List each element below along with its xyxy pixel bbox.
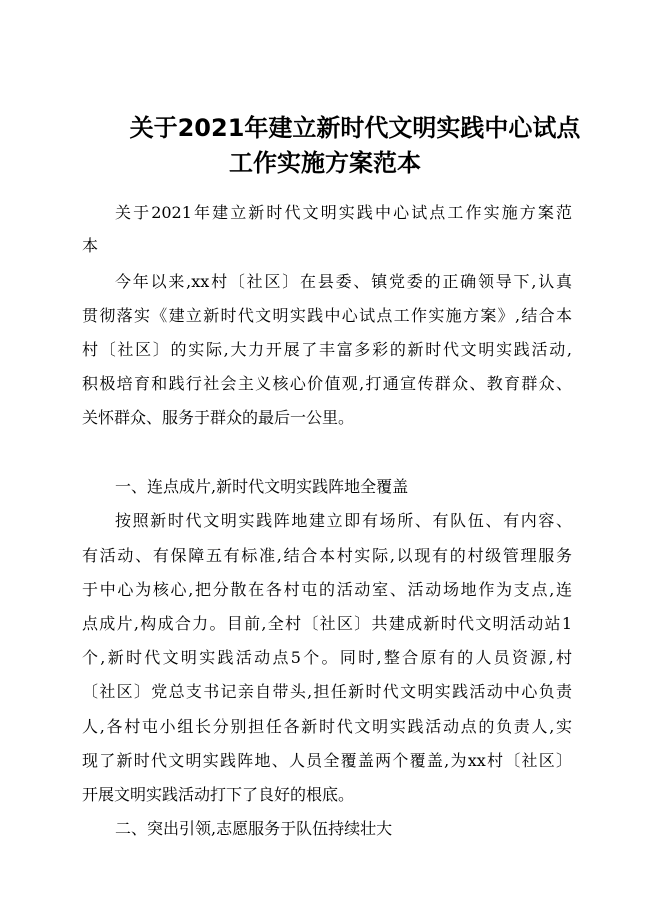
paragraph-line: 关怀群众、服务于群众的最后一公里。 (82, 408, 355, 427)
paragraph-line: 〔社区〕党总支书记亲自带头,担任新时代文明实践活动中心负责 (82, 682, 572, 701)
paragraph-line: 积极培育和践行社会主义核心价值观,打通宣传群众、教育群众、 (82, 374, 572, 393)
paragraph-line: 村〔社区〕的实际,大力开展了丰富多彩的新时代文明实践活动, (82, 340, 572, 359)
paragraph-line: 今年以来,xx村〔社区〕在县委、镇党委的正确领导下,认真 (115, 272, 572, 291)
section-heading: 二、突出引领,志愿服务于队伍持续壮大 (115, 819, 393, 838)
paragraph-line: 开展文明实践活动打下了良好的根底。 (82, 785, 355, 804)
paragraph-line: 有活动、有保障五有标准,结合本村实际,以现有的村级管理服务 (82, 546, 572, 565)
paragraph-line: 人,各村屯小组长分别担任各新时代文明实践活动点的负责人,实 (82, 717, 572, 736)
paragraph-line: 于中心为核心,把分散在各村屯的活动室、活动场地作为支点,连 (82, 580, 572, 599)
paragraph-line: 贯彻落实《建立新时代文明实践中心试点工作实施方案》,结合本 (82, 306, 572, 325)
paragraph-line: 按照新时代文明实践阵地建立即有场所、有队伍、有内容、 (115, 511, 572, 530)
paragraph-line: 点成片,构成合力。目前,全村〔社区〕共建成新时代文明活动站1 (82, 614, 572, 633)
paragraph-line: 个,新时代文明实践活动点5个。同时,整合原有的人员资源,村 (82, 648, 572, 667)
document-title-line-1: 关于2021年建立新时代文明实践中心试点 (129, 114, 581, 142)
section-heading: 一、连点成片,新时代文明实践阵地全覆盖 (115, 477, 409, 496)
document-title-line-2: 工作实施方案范本 (229, 149, 421, 177)
paragraph-line: 本 (82, 236, 99, 255)
paragraph-line: 现了新时代文明实践阵地、人员全覆盖两个覆盖,为xx村〔社区〕 (82, 751, 572, 770)
paragraph-line: 关于2021年建立新时代文明实践中心试点工作实施方案范 (115, 203, 572, 222)
